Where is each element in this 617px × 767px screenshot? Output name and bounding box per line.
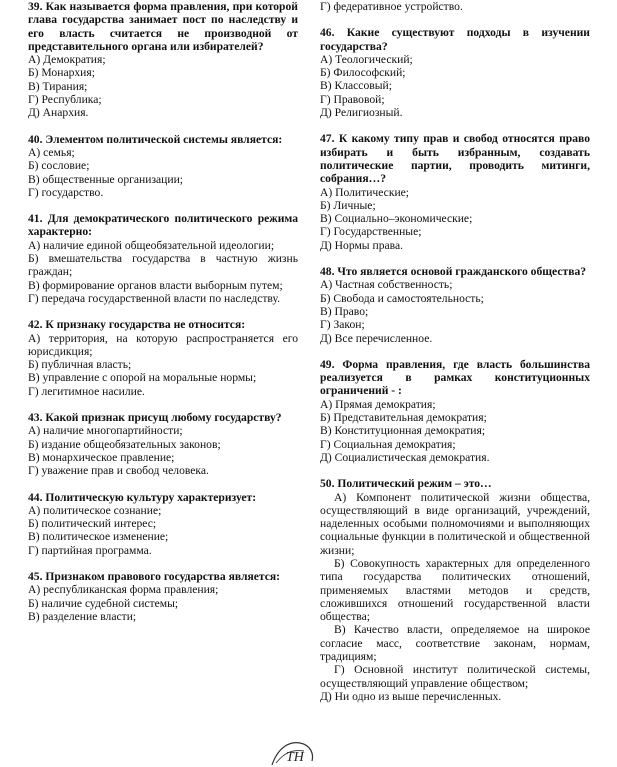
answer-option: А) Прямая демократия; <box>320 397 436 411</box>
answer-option: В) Конституционная демократия; <box>320 424 486 438</box>
answer-option: Б) Монархия; <box>28 66 95 80</box>
answer-option: Б) наличие судебной системы; <box>28 596 179 610</box>
question-title: 45. Признаком правового государства является: <box>28 569 280 583</box>
answer-option: В) Качество власти, определяемое на широкое согласие масс, соответствие законам, нормам, традициям; <box>320 623 590 664</box>
question-title: 39. Как называется форма правления, при которой глава государства занимает пост по наследству и его власть считается не производной от представительного органа или избирателей? <box>28 0 298 53</box>
question-title: 46. Какие существуют подходы в изучении государства? <box>320 26 590 53</box>
right-column <box>320 0 590 716</box>
answer-option: Б) Личные; <box>320 198 376 212</box>
answer-option: Д) Все перечисленное. <box>320 331 433 345</box>
answer-option: Б) Свобода и самостоятельность; <box>320 291 484 305</box>
answer-option: А) Компонент политической жизни общества, осуществляющий в виде организаций, учреждений, наделенных особыми полномочиями и выполняющих социальные функции в политической и общественной жизни; <box>320 490 590 557</box>
answer-option: Б) вмешательства государства в частную жизнь граждан; <box>28 252 298 279</box>
answer-option: Г) Правовой; <box>320 92 385 106</box>
answer-option: Б) сословие; <box>28 159 90 173</box>
answer-option: А) Политические; <box>320 185 410 199</box>
question-block <box>28 133 298 199</box>
answer-option: В) Право; <box>320 304 369 318</box>
answer-option: Б) Представительная демократия; <box>320 411 487 425</box>
question-block <box>320 132 590 252</box>
answer-option: В) монархическое правление; <box>28 450 175 464</box>
answer-option: А) семья; <box>28 145 75 159</box>
logo-text: ТН <box>286 750 304 765</box>
answer-option: В) Тирания; <box>28 79 88 93</box>
question-title: 40. Элементом политической системы является: <box>28 132 283 146</box>
answer-option: Д) Ни одно из выше перечисленных. <box>320 689 502 703</box>
answer-option: Г) Республика; <box>28 93 102 107</box>
answer-option: А) Демократия; <box>28 53 106 67</box>
answer-option: Г) легитимное насилие. <box>28 384 145 398</box>
question-block <box>28 491 298 557</box>
question-title: 49. Форма правления, где власть большинства реализуется в рамках конституционных ограничений - : <box>320 357 590 398</box>
question-block <box>320 358 590 464</box>
question-title: 41. Для демократического политического режима характерно: <box>28 212 298 239</box>
answer-option: Б) Совокупность характерных для определенного типа государства политических отношений, применяемых властями методов и средств, сложившихся отношений государственной власти общества; <box>320 556 590 624</box>
question-block <box>28 411 298 477</box>
answer-option: Г) государство. <box>28 185 104 199</box>
question-block <box>320 265 590 345</box>
answer-option: А) республиканская форма правления; <box>28 583 219 597</box>
question-title: 42. К признаку государства не относится: <box>28 318 246 332</box>
answer-option: В) формирование органов власти выборным путем; <box>28 278 283 292</box>
answer-option: Б) публичная власть; <box>28 358 132 372</box>
answer-option: Г) уважение прав и свобод человека. <box>28 464 209 478</box>
question-block <box>28 0 298 120</box>
answer-option: Г) Социальная демократия; <box>320 437 456 451</box>
answer-option: В) управление с опорой на моральные нормы; <box>28 371 257 385</box>
answer-option: А) Частная собственность; <box>320 278 453 292</box>
question-block <box>320 0 590 13</box>
question-block <box>320 26 590 119</box>
answer-option: Г) передача государственной власти по наследству. <box>28 291 281 305</box>
answer-option: Б) издание общеобязательных законов; <box>28 437 221 451</box>
question-block <box>28 570 298 623</box>
answer-option: Г) Основной институт политической системы, осуществляющий управление обществом; <box>320 663 590 690</box>
question-block <box>28 318 298 398</box>
answer-option: В) Социально–экономические; <box>320 212 473 226</box>
answer-option: В) Классовый; <box>320 79 392 93</box>
publisher-logo-icon <box>270 739 316 767</box>
question-title: 50. Политический режим – это… <box>320 477 492 491</box>
answer-option: А) территория, на которую распространяется его юрисдикция; <box>28 331 298 358</box>
answer-option: Г) федеративное устройство. <box>320 0 463 13</box>
question-block <box>320 477 590 703</box>
answer-option: Д) Анархия. <box>28 106 89 120</box>
answer-option: Г) Государственные; <box>320 225 422 239</box>
question-title: 44. Политическую культуру характеризует: <box>28 490 257 504</box>
answer-option: В) политическое изменение; <box>28 530 169 544</box>
answer-option: А) наличие многопартийности; <box>28 424 183 438</box>
answer-option: А) наличие единой общеобязательной идеологии; <box>28 238 275 252</box>
answer-option: Г) партийная программа. <box>28 543 152 557</box>
answer-option: Б) политический интерес; <box>28 517 157 531</box>
question-title: 47. К какому типу прав и свобод относятся право избирать и быть избранным, создавать политические партии, проводить митинги, собрания…? <box>320 132 590 186</box>
answer-option: Г) Закон; <box>320 318 365 332</box>
answer-option: А) политическое сознание; <box>28 503 162 517</box>
question-title: 43. Какой признак присущ любому государству? <box>28 411 282 425</box>
answer-option: Д) Социалистическая демократия. <box>320 450 490 464</box>
answer-option: А) Теологический; <box>320 52 413 66</box>
answer-option: Д) Религиозный. <box>320 106 403 120</box>
answer-option: Б) Философский; <box>320 66 406 80</box>
answer-option: В) разделение власти; <box>28 609 137 623</box>
answer-option: Д) Нормы права. <box>320 238 403 252</box>
question-title: 48. Что является основой гражданского общества? <box>320 265 587 279</box>
answer-option: В) общественные организации; <box>28 172 184 186</box>
question-block <box>28 212 298 305</box>
left-column <box>28 0 298 636</box>
